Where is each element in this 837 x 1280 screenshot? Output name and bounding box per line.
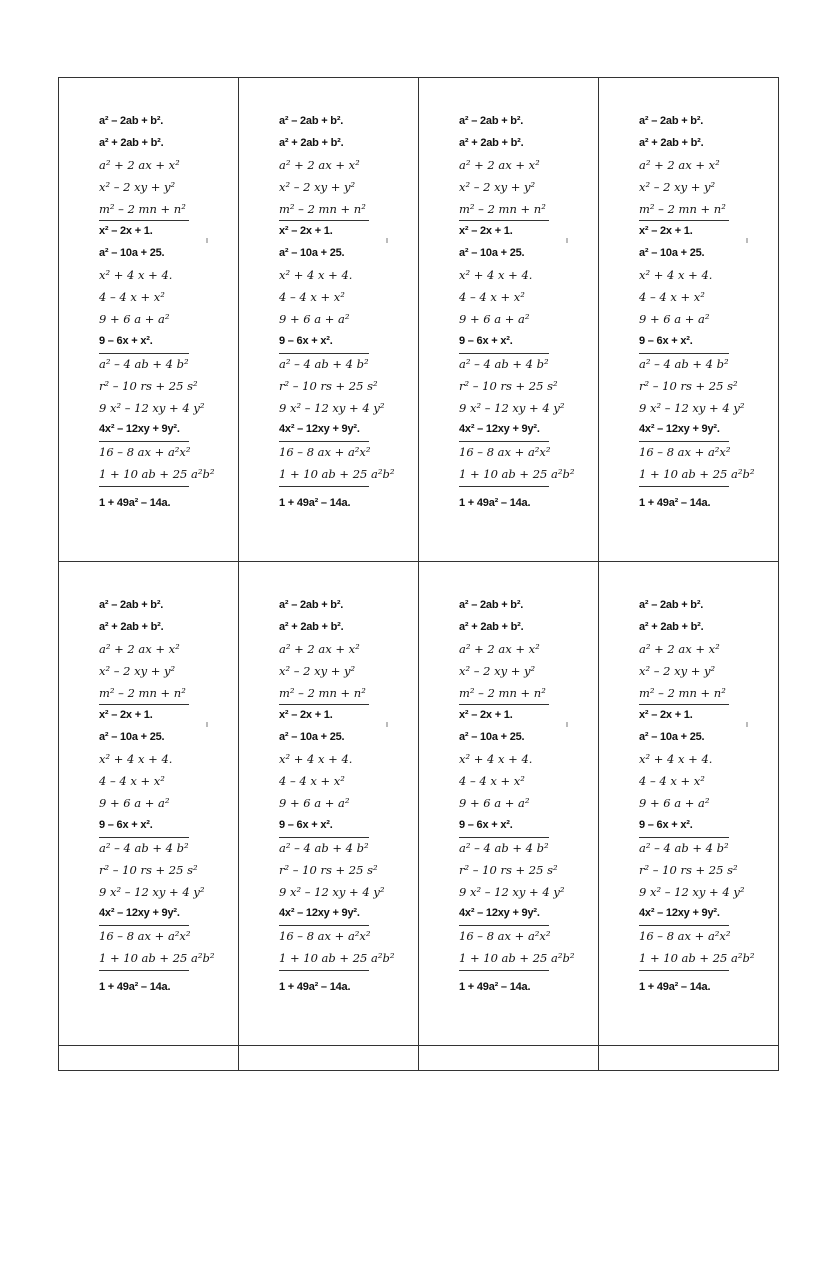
scan-mark	[746, 722, 748, 727]
expression-line: 9 x² – 12 xy + 4 y²	[459, 400, 565, 415]
expression-line: 16 – 8 ax + a²x²	[639, 445, 731, 460]
expression-line: a² + 2 ax + x²	[279, 641, 360, 656]
expression-line: x² + 4 x + 4.	[639, 752, 713, 767]
expression-line: 16 – 8 ax + a²x²	[459, 929, 551, 944]
expression-line: r² – 10 rs + 25 s²	[639, 378, 738, 393]
expression-line: a² – 2ab + b².	[639, 599, 704, 611]
expression-line: 9 + 6 a + a²	[99, 796, 170, 811]
expression-line: a² + 2ab + b².	[99, 620, 164, 633]
expression-line: x² – 2 xy + y²	[459, 179, 536, 194]
expression-line: r² – 10 rs + 25 s²	[639, 862, 738, 877]
scan-mark	[206, 238, 208, 243]
expression-line: 1 + 49a² – 14a.	[639, 497, 711, 510]
expression-line: 4 – 4 x + x²	[639, 774, 705, 789]
expression-line: a² – 10a + 25.	[639, 731, 705, 744]
scan-mark	[566, 722, 568, 727]
expression-line: 4 – 4 x + x²	[459, 774, 525, 789]
expression-line: a² – 4 ab + 4 b²	[279, 356, 369, 371]
expression-line: 1 + 10 ab + 25 a²b²	[459, 464, 549, 487]
grid-cell	[59, 562, 239, 1046]
expression-line: 4 – 4 x + x²	[99, 774, 165, 789]
empty-cell	[419, 1046, 599, 1071]
expression-card	[279, 595, 411, 999]
expression-line: a² + 2 ax + x²	[639, 157, 720, 172]
expression-line: a² – 2ab + b².	[459, 599, 524, 611]
empty-cell	[239, 1046, 419, 1071]
scan-mark	[746, 238, 748, 243]
expression-line: 4 – 4 x + x²	[279, 774, 345, 789]
expression-line: 16 – 8 ax + a²x²	[99, 445, 191, 460]
expression-line: x² + 4 x + 4.	[639, 268, 713, 283]
grid-cell	[599, 78, 779, 562]
expression-line: x² – 2 xy + y²	[459, 663, 536, 678]
expression-line: 9 – 6x + x².	[279, 815, 369, 838]
scan-mark	[386, 722, 388, 727]
expression-line: 4x² – 12xy + 9y².	[279, 419, 369, 442]
expression-line: a² – 10a + 25.	[279, 247, 345, 260]
grid-cell	[599, 562, 779, 1046]
expression-line: x² – 2 xy + y²	[99, 179, 176, 194]
expression-line: 1 + 10 ab + 25 a²b²	[279, 464, 369, 487]
expression-line: x² – 2x + 1.	[639, 709, 693, 722]
expression-line: 4x² – 12xy + 9y².	[99, 903, 189, 926]
expression-line: a² – 4 ab + 4 b²	[99, 356, 189, 371]
expression-line: a² + 2ab + b².	[639, 620, 704, 633]
expression-line: 16 – 8 ax + a²x²	[639, 929, 731, 944]
expression-line: m² – 2 mn + n²	[459, 683, 549, 706]
expression-line: a² – 4 ab + 4 b²	[459, 840, 549, 855]
expression-line: a² + 2 ax + x²	[99, 157, 180, 172]
expression-card	[99, 595, 231, 999]
expression-line: a² + 2 ax + x²	[99, 641, 180, 656]
expression-line: m² – 2 mn + n²	[639, 199, 729, 222]
expression-line: a² – 10a + 25.	[459, 247, 525, 260]
expression-line: a² – 4 ab + 4 b²	[279, 840, 369, 855]
expression-line: x² + 4 x + 4.	[279, 268, 353, 283]
expression-line: 9 x² – 12 xy + 4 y²	[279, 884, 385, 899]
expression-line: x² – 2 xy + y²	[279, 663, 356, 678]
expression-line: a² + 2 ax + x²	[459, 157, 540, 172]
expression-line: 9 x² – 12 xy + 4 y²	[639, 400, 745, 415]
expression-line: 4x² – 12xy + 9y².	[459, 903, 549, 926]
expression-line: 1 + 10 ab + 25 a²b²	[639, 948, 729, 971]
expression-line: x² – 2 xy + y²	[279, 179, 356, 194]
expression-line: r² – 10 rs + 25 s²	[459, 378, 558, 393]
expression-line: 9 + 6 a + a²	[459, 312, 530, 327]
expression-line: 1 + 10 ab + 25 a²b²	[279, 948, 369, 971]
expression-line: a² – 2ab + b².	[99, 115, 164, 127]
expression-line: x² – 2 xy + y²	[99, 663, 176, 678]
expression-line: r² – 10 rs + 25 s²	[279, 862, 378, 877]
expression-line: 4x² – 12xy + 9y².	[99, 419, 189, 442]
expression-card	[279, 111, 411, 515]
expression-line: a² + 2 ax + x²	[459, 641, 540, 656]
expression-line: 1 + 10 ab + 25 a²b²	[99, 464, 189, 487]
expression-line: x² – 2x + 1.	[279, 225, 333, 238]
grid-row-bottom	[59, 1046, 779, 1071]
expression-line: 1 + 49a² – 14a.	[99, 981, 171, 994]
expression-line: 16 – 8 ax + a²x²	[279, 445, 371, 460]
expression-card	[639, 111, 771, 515]
expression-line: m² – 2 mn + n²	[99, 683, 189, 706]
expression-line: 4x² – 12xy + 9y².	[279, 903, 369, 926]
expression-line: a² + 2 ax + x²	[639, 641, 720, 656]
expression-line: 9 x² – 12 xy + 4 y²	[279, 400, 385, 415]
expression-line: r² – 10 rs + 25 s²	[459, 862, 558, 877]
expression-line: 9 – 6x + x².	[639, 331, 729, 354]
expression-line: x² + 4 x + 4.	[459, 268, 533, 283]
expression-line: 9 – 6x + x².	[639, 815, 729, 838]
expression-line: a² + 2ab + b².	[459, 136, 524, 149]
grid-row-top	[59, 78, 779, 562]
expression-line: x² – 2 xy + y²	[639, 663, 716, 678]
expression-line: a² – 2ab + b².	[459, 115, 524, 127]
expression-line: x² – 2x + 1.	[99, 709, 153, 722]
grid-cell	[59, 78, 239, 562]
expression-line: r² – 10 rs + 25 s²	[99, 378, 198, 393]
expression-line: 9 x² – 12 xy + 4 y²	[99, 884, 205, 899]
expression-line: a² – 2ab + b².	[99, 599, 164, 611]
expression-line: a² – 2ab + b².	[639, 115, 704, 127]
expression-line: 4 – 4 x + x²	[279, 290, 345, 305]
expression-line: x² + 4 x + 4.	[459, 752, 533, 767]
grid-cell	[239, 78, 419, 562]
worksheet-grid	[58, 77, 779, 1071]
expression-line: 9 – 6x + x².	[459, 815, 549, 838]
expression-line: a² – 4 ab + 4 b²	[459, 356, 549, 371]
expression-line: 4x² – 12xy + 9y².	[639, 419, 729, 442]
expression-line: 9 x² – 12 xy + 4 y²	[99, 400, 205, 415]
scan-mark	[386, 238, 388, 243]
expression-line: 9 + 6 a + a²	[639, 312, 710, 327]
expression-line: x² – 2x + 1.	[459, 225, 513, 238]
expression-line: a² + 2 ax + x²	[279, 157, 360, 172]
expression-line: 1 + 49a² – 14a.	[99, 497, 171, 510]
expression-line: x² – 2x + 1.	[99, 225, 153, 238]
expression-line: m² – 2 mn + n²	[459, 199, 549, 222]
expression-card	[99, 111, 231, 515]
expression-line: 1 + 49a² – 14a.	[459, 497, 531, 510]
empty-cell	[59, 1046, 239, 1071]
expression-line: a² – 4 ab + 4 b²	[639, 840, 729, 855]
expression-line: m² – 2 mn + n²	[279, 683, 369, 706]
grid-row-middle	[59, 562, 779, 1046]
expression-card	[459, 111, 591, 515]
expression-line: 9 – 6x + x².	[279, 331, 369, 354]
expression-line: a² + 2ab + b².	[639, 136, 704, 149]
expression-line: a² – 2ab + b².	[279, 115, 344, 127]
expression-line: a² – 10a + 25.	[99, 247, 165, 260]
expression-card	[639, 595, 771, 999]
expression-line: m² – 2 mn + n²	[99, 199, 189, 222]
expression-line: m² – 2 mn + n²	[639, 683, 729, 706]
expression-line: 1 + 49a² – 14a.	[459, 981, 531, 994]
expression-line: x² + 4 x + 4.	[99, 752, 173, 767]
expression-line: 9 – 6x + x².	[99, 331, 189, 354]
expression-line: a² + 2ab + b².	[459, 620, 524, 633]
expression-line: a² + 2ab + b².	[279, 136, 344, 149]
grid-cell	[419, 562, 599, 1046]
scan-mark	[206, 722, 208, 727]
expression-line: 9 x² – 12 xy + 4 y²	[459, 884, 565, 899]
expression-line: r² – 10 rs + 25 s²	[279, 378, 378, 393]
grid-cell	[239, 562, 419, 1046]
expression-line: 1 + 49a² – 14a.	[639, 981, 711, 994]
expression-line: 1 + 49a² – 14a.	[279, 981, 351, 994]
expression-line: 9 – 6x + x².	[99, 815, 189, 838]
expression-line: x² – 2 xy + y²	[639, 179, 716, 194]
expression-line: 9 – 6x + x².	[459, 331, 549, 354]
expression-line: a² + 2ab + b².	[279, 620, 344, 633]
expression-line: a² + 2ab + b².	[99, 136, 164, 149]
expression-line: x² – 2x + 1.	[639, 225, 693, 238]
expression-line: m² – 2 mn + n²	[279, 199, 369, 222]
expression-line: 1 + 10 ab + 25 a²b²	[459, 948, 549, 971]
expression-line: 16 – 8 ax + a²x²	[99, 929, 191, 944]
expression-line: 4 – 4 x + x²	[639, 290, 705, 305]
expression-line: x² – 2x + 1.	[279, 709, 333, 722]
expression-line: x² – 2x + 1.	[459, 709, 513, 722]
expression-line: a² – 10a + 25.	[459, 731, 525, 744]
expression-line: 9 + 6 a + a²	[279, 796, 350, 811]
expression-line: 9 + 6 a + a²	[99, 312, 170, 327]
expression-line: 4 – 4 x + x²	[99, 290, 165, 305]
expression-line: 9 + 6 a + a²	[639, 796, 710, 811]
expression-line: a² – 4 ab + 4 b²	[639, 356, 729, 371]
expression-line: 4x² – 12xy + 9y².	[639, 903, 729, 926]
expression-line: 9 x² – 12 xy + 4 y²	[639, 884, 745, 899]
expression-line: 1 + 49a² – 14a.	[279, 497, 351, 510]
expression-line: 9 + 6 a + a²	[459, 796, 530, 811]
expression-line: x² + 4 x + 4.	[99, 268, 173, 283]
grid-cell	[419, 78, 599, 562]
expression-line: 1 + 10 ab + 25 a²b²	[99, 948, 189, 971]
expression-line: a² – 10a + 25.	[99, 731, 165, 744]
empty-cell	[599, 1046, 779, 1071]
scan-mark	[566, 238, 568, 243]
expression-line: 16 – 8 ax + a²x²	[279, 929, 371, 944]
expression-line: 1 + 10 ab + 25 a²b²	[639, 464, 729, 487]
expression-line: 4 – 4 x + x²	[459, 290, 525, 305]
expression-line: 16 – 8 ax + a²x²	[459, 445, 551, 460]
expression-line: 9 + 6 a + a²	[279, 312, 350, 327]
expression-line: r² – 10 rs + 25 s²	[99, 862, 198, 877]
expression-line: a² – 4 ab + 4 b²	[99, 840, 189, 855]
expression-line: 4x² – 12xy + 9y².	[459, 419, 549, 442]
expression-line: a² – 10a + 25.	[639, 247, 705, 260]
expression-line: x² + 4 x + 4.	[279, 752, 353, 767]
expression-card	[459, 595, 591, 999]
expression-line: a² – 2ab + b².	[279, 599, 344, 611]
expression-line: a² – 10a + 25.	[279, 731, 345, 744]
